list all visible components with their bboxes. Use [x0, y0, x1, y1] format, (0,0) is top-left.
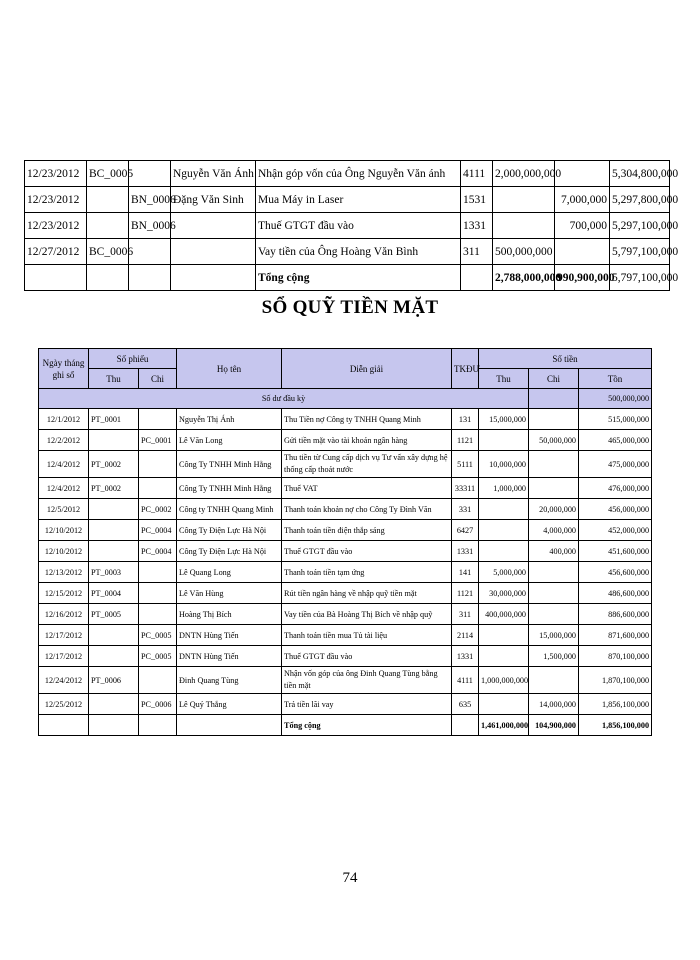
name-cell: Công ty TNHH Quang Minh [177, 499, 282, 520]
receipt-amount-cell [479, 541, 529, 562]
date-cell: 12/2/2012 [39, 430, 89, 451]
description-cell: Thanh toán khoản nợ cho Công Ty Đình Văn [282, 499, 452, 520]
date-cell: 12/15/2012 [39, 583, 89, 604]
date-cell: 12/23/2012 [25, 213, 87, 239]
table-row [39, 430, 652, 451]
account-cell: 331 [452, 499, 479, 520]
receipt-amount-cell [479, 694, 529, 715]
receipt-amount-cell: 30,000,000 [479, 583, 529, 604]
name-cell: Nguyễn Thị Ánh [177, 409, 282, 430]
page-number: 74 [342, 870, 358, 886]
date-cell: 12/25/2012 [39, 694, 89, 715]
table-row [39, 604, 652, 625]
payment-amount-cell: 400,000 [529, 541, 579, 562]
payment-voucher-cell [139, 409, 177, 430]
header-voucher: Số phiếu [89, 349, 177, 369]
receipt-voucher-cell: PT_0003 [89, 562, 139, 583]
payment-amount-cell: 4,000,000 [529, 520, 579, 541]
date-cell: 12/5/2012 [39, 499, 89, 520]
payment-amount-cell: 7,000,000 [555, 187, 610, 213]
payment-voucher-cell [139, 583, 177, 604]
description-cell: Thu tiền từ Cung cấp dịch vụ Tư vấn xây dựng hệ thống cấp thoát nước [282, 451, 452, 478]
payment-amount-cell [555, 161, 610, 187]
receipt-voucher-cell [89, 541, 139, 562]
opening-balance-row [39, 389, 652, 409]
name-cell: Nguyễn Văn Ánh [171, 161, 256, 187]
receipt-amount-cell [479, 499, 529, 520]
account-cell: 311 [461, 239, 493, 265]
name-cell: Lê Quang Long [177, 562, 282, 583]
receipt-amount-cell: 2,000,000,000 [493, 161, 555, 187]
account-cell: 311 [452, 604, 479, 625]
total-row [39, 715, 652, 736]
description-cell: Nhận góp vốn của Ông Nguyễn Văn ánh [256, 161, 461, 187]
date-cell: 12/27/2012 [25, 239, 87, 265]
balance-cell: 451,600,000 [579, 541, 652, 562]
description-cell: Thuế GTGT đầu vào [256, 213, 461, 239]
receipt-voucher-cell [89, 499, 139, 520]
payment-amount-cell [555, 239, 610, 265]
receipt-voucher-cell: BC_0005 [87, 161, 129, 187]
top-table-row [25, 187, 670, 213]
payment-voucher-cell: PC_0006 [139, 694, 177, 715]
date-cell: 12/17/2012 [39, 646, 89, 667]
account-cell: 141 [452, 562, 479, 583]
receipt-voucher-cell [89, 430, 139, 451]
date-cell: 12/23/2012 [25, 187, 87, 213]
account-cell: 5111 [452, 451, 479, 478]
receipt-amount-cell: 500,000,000 [493, 239, 555, 265]
top-total-label: Tổng cộng [256, 265, 461, 291]
date-cell: 12/1/2012 [39, 409, 89, 430]
receipt-voucher-cell: BC_0006 [87, 239, 129, 265]
top-total-thu: 2,788,000,000 [493, 265, 555, 291]
header-amount-thu: Thu [479, 369, 529, 389]
name-cell: Công Ty TNHH Minh Hằng [177, 451, 282, 478]
receipt-voucher-cell: PT_0001 [89, 409, 139, 430]
balance-cell: 475,000,000 [579, 451, 652, 478]
payment-voucher-cell: PC_0005 [139, 625, 177, 646]
balance-cell: 5,297,800,000 [610, 187, 670, 213]
cash-book-table [38, 348, 652, 736]
receipt-voucher-cell [89, 646, 139, 667]
payment-amount-cell [529, 583, 579, 604]
account-cell: 4111 [452, 667, 479, 694]
table-row [39, 646, 652, 667]
payment-amount-cell: 50,000,000 [529, 430, 579, 451]
header-amount: Số tiền [479, 349, 652, 369]
receipt-voucher-cell [89, 694, 139, 715]
header-row-1 [39, 349, 652, 369]
payment-voucher-cell: PC_0005 [139, 646, 177, 667]
receipt-amount-cell [479, 646, 529, 667]
table-row [39, 667, 652, 694]
receipt-amount-cell [493, 187, 555, 213]
date-cell: 12/17/2012 [39, 625, 89, 646]
description-cell: Thuế GTGT đầu vào [282, 646, 452, 667]
receipt-amount-cell: 5,000,000 [479, 562, 529, 583]
account-cell: 1331 [452, 541, 479, 562]
name-cell: DNTN Hùng Tiến [177, 625, 282, 646]
header-account: TKĐƯ [452, 349, 479, 389]
receipt-amount-cell: 15,000,000 [479, 409, 529, 430]
payment-voucher-cell [139, 451, 177, 478]
balance-cell: 5,304,800,000 [610, 161, 670, 187]
header-desc: Diễn giải [282, 349, 452, 389]
table-row [39, 583, 652, 604]
account-cell: 1531 [461, 187, 493, 213]
receipt-amount-cell: 400,000,000 [479, 604, 529, 625]
balance-cell: 476,000,000 [579, 478, 652, 499]
receipt-voucher-cell [89, 520, 139, 541]
table-row [39, 478, 652, 499]
account-cell: 4111 [461, 161, 493, 187]
payment-amount-cell: 700,000 [555, 213, 610, 239]
account-cell: 1331 [461, 213, 493, 239]
header-voucher-thu: Thu [89, 369, 139, 389]
name-cell: Lê Văn Long [177, 430, 282, 451]
balance-cell: 5,297,100,000 [610, 213, 670, 239]
top-table-row [25, 213, 670, 239]
name-cell: Đinh Quang Tùng [177, 667, 282, 694]
balance-cell: 870,100,000 [579, 646, 652, 667]
receipt-voucher-cell: PT_0002 [89, 451, 139, 478]
account-cell: 131 [452, 409, 479, 430]
description-cell: Vay tiền của Bà Hoàng Thị Bích về nhập quỹ [282, 604, 452, 625]
payment-amount-cell: 14,000,000 [529, 694, 579, 715]
name-cell: Hoàng Thị Bích [177, 604, 282, 625]
total-chi: 104,900,000 [529, 715, 579, 736]
description-cell: Thu Tiền nợ Công ty TNHH Quang Minh [282, 409, 452, 430]
name-cell [171, 239, 256, 265]
header-name: Họ tên [177, 349, 282, 389]
date-cell: 12/4/2012 [39, 478, 89, 499]
receipt-voucher-cell [87, 187, 129, 213]
opening-balance-label: Số dư đầu kỳ [39, 389, 529, 409]
top-table-row [25, 239, 670, 265]
table-row [39, 499, 652, 520]
account-cell: 2114 [452, 625, 479, 646]
payment-amount-cell: 1,500,000 [529, 646, 579, 667]
balance-cell: 1,870,100,000 [579, 667, 652, 694]
page-title: SỔ QUỸ TIỀN MẶT [261, 297, 439, 318]
receipt-amount-cell: 1,000,000,000 [479, 667, 529, 694]
table-row [39, 451, 652, 478]
payment-voucher-cell [129, 161, 171, 187]
payment-voucher-cell: PC_0004 [139, 520, 177, 541]
name-cell: Lê Văn Hùng [177, 583, 282, 604]
header-amount-ton: Tồn [579, 369, 652, 389]
opening-balance-value: 500,000,000 [579, 389, 652, 409]
table-row [39, 409, 652, 430]
payment-voucher-cell [129, 239, 171, 265]
receipt-amount-cell [479, 625, 529, 646]
description-cell: Thuế GTGT đầu vào [282, 541, 452, 562]
date-cell: 12/23/2012 [25, 161, 87, 187]
name-cell: Công Ty Điện Lực Hà Nội [177, 541, 282, 562]
payment-amount-cell [529, 451, 579, 478]
payment-voucher-cell [139, 562, 177, 583]
header-voucher-chi: Chi [139, 369, 177, 389]
payment-voucher-cell: PC_0001 [139, 430, 177, 451]
description-cell: Gửi tiền mặt vào tài khoản ngân hàng [282, 430, 452, 451]
account-cell: 635 [452, 694, 479, 715]
receipt-voucher-cell: PT_0005 [89, 604, 139, 625]
receipt-amount-cell: 1,000,000 [479, 478, 529, 499]
date-cell: 12/16/2012 [39, 604, 89, 625]
payment-voucher-cell [139, 604, 177, 625]
ledger-continuation-table [24, 160, 679, 291]
total-balance: 1,856,100,000 [579, 715, 652, 736]
balance-cell: 871,600,000 [579, 625, 652, 646]
name-cell [171, 213, 256, 239]
payment-voucher-cell: PC_0004 [139, 541, 177, 562]
receipt-amount-cell [479, 520, 529, 541]
balance-cell: 452,000,000 [579, 520, 652, 541]
payment-amount-cell [529, 604, 579, 625]
account-cell: 1121 [452, 583, 479, 604]
receipt-amount-cell [479, 430, 529, 451]
receipt-voucher-cell [89, 625, 139, 646]
total-label: Tổng cộng [282, 715, 452, 736]
description-cell: Trả tiền lãi vay [282, 694, 452, 715]
header-amount-chi: Chi [529, 369, 579, 389]
table-row [39, 520, 652, 541]
payment-amount-cell: 20,000,000 [529, 499, 579, 520]
receipt-voucher-cell: PT_0006 [89, 667, 139, 694]
top-total-row [25, 265, 670, 291]
payment-amount-cell [529, 667, 579, 694]
description-cell: Nhận vốn góp của ông Đinh Quang Tùng bằng tiền mặt [282, 667, 452, 694]
table-row [39, 562, 652, 583]
payment-amount-cell [529, 478, 579, 499]
name-cell: Đặng Văn Sinh [171, 187, 256, 213]
description-cell: Thanh toán tiền tạm ứng [282, 562, 452, 583]
description-cell: Vay tiền của Ông Hoàng Văn Bình [256, 239, 461, 265]
payment-voucher-cell [139, 478, 177, 499]
payment-amount-cell: 15,000,000 [529, 625, 579, 646]
top-table-row [25, 161, 670, 187]
date-cell: 12/4/2012 [39, 451, 89, 478]
balance-cell: 5,797,100,000 [610, 239, 670, 265]
balance-cell: 515,000,000 [579, 409, 652, 430]
payment-amount-cell [529, 562, 579, 583]
payment-voucher-cell [139, 667, 177, 694]
balance-cell: 465,000,000 [579, 430, 652, 451]
description-cell: Mua Máy in Laser [256, 187, 461, 213]
name-cell: DNTN Hùng Tiến [177, 646, 282, 667]
name-cell: Công Ty Điện Lực Hà Nội [177, 520, 282, 541]
header-date: Ngày tháng ghi sổ [39, 349, 89, 389]
account-cell: 6427 [452, 520, 479, 541]
receipt-amount-cell [493, 213, 555, 239]
description-cell: Thanh toán tiền mua Tủ tài liệu [282, 625, 452, 646]
balance-cell: 1,856,100,000 [579, 694, 652, 715]
account-cell: 1121 [452, 430, 479, 451]
name-cell: Lê Quý Thắng [177, 694, 282, 715]
date-cell: 12/13/2012 [39, 562, 89, 583]
name-cell: Công Ty TNHH Minh Hằng [177, 478, 282, 499]
balance-cell: 456,600,000 [579, 562, 652, 583]
balance-cell: 456,000,000 [579, 499, 652, 520]
description-cell: Rút tiền ngân hàng về nhập quỹ tiền mặt [282, 583, 452, 604]
account-cell: 1331 [452, 646, 479, 667]
receipt-voucher-cell: PT_0004 [89, 583, 139, 604]
date-cell: 12/10/2012 [39, 541, 89, 562]
table-row [39, 694, 652, 715]
total-thu: 1,461,000,000 [479, 715, 529, 736]
payment-amount-cell [529, 409, 579, 430]
description-cell: Thuế VAT [282, 478, 452, 499]
receipt-voucher-cell: PT_0002 [89, 478, 139, 499]
payment-voucher-cell: BN_0006 [129, 187, 171, 213]
table-row [39, 625, 652, 646]
date-cell: 12/10/2012 [39, 520, 89, 541]
payment-voucher-cell: BN_0006 [129, 213, 171, 239]
top-total-balance: 5,797,100,000 [610, 265, 670, 291]
balance-cell: 486,600,000 [579, 583, 652, 604]
table-row [39, 541, 652, 562]
description-cell: Thanh toán tiền điện thắp sáng [282, 520, 452, 541]
payment-voucher-cell: PC_0002 [139, 499, 177, 520]
date-cell: 12/24/2012 [39, 667, 89, 694]
receipt-voucher-cell [87, 213, 129, 239]
balance-cell: 886,600,000 [579, 604, 652, 625]
top-total-chi: 990,900,000 [555, 265, 610, 291]
receipt-amount-cell: 10,000,000 [479, 451, 529, 478]
account-cell: 33311 [452, 478, 479, 499]
